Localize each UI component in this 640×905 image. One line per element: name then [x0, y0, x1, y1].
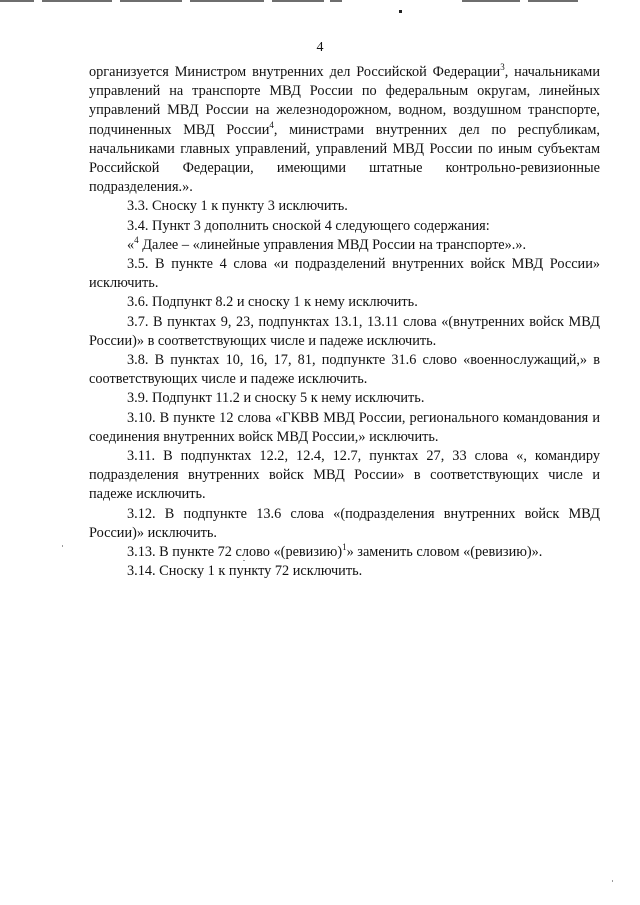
document-body — [89, 63, 600, 581]
paragraph-3-13 — [89, 543, 600, 562]
footnote-text-line — [89, 236, 600, 255]
quote-open: « — [127, 236, 135, 253]
paragraph-3-12: 3.12. В подпункте 13.6 слова «(подразделения внутренних войск МВД России)» исключить. — [89, 505, 600, 541]
scan-mark — [399, 10, 402, 13]
footnote-marker: 3 — [500, 62, 505, 72]
paragraph-3-11: 3.11. В подпунктах 12.2, 12.4, 12.7, пунктах 27, 33 слова «, командиру подразделения внутренних войск МВД России» в соответствующих числе и падеже исключить. — [89, 448, 600, 503]
paragraph-text: 3.13. В пункте 72 слово «(ревизию) — [127, 544, 343, 561]
paragraph-3-14: 3.14. Сноску 1 к пункту 72 исключить. — [127, 563, 363, 580]
paragraph-3-9: 3.9. Подпункт 11.2 и сноску 5 к нему исключить. — [127, 390, 425, 407]
paragraph-3-6: 3.6. Подпункт 8.2 и сноску 1 к нему исключить. — [127, 294, 418, 311]
paragraph-3-7: 3.7. В пунктах 9, 23, подпунктах 13.1, 13.11 слова «(внутренних войск МВД России)» в соответствующих числе и падеже исключить. — [89, 313, 600, 349]
scan-speck — [62, 545, 63, 547]
footnote-marker: 4 — [269, 119, 274, 130]
footnote-marker: 1 — [342, 542, 347, 553]
paragraph-3-5: 3.5. В пункте 4 слова «и подразделений внутренних войск МВД России» исключить. — [89, 256, 600, 292]
scan-speck — [612, 880, 613, 882]
paragraph-3-8: 3.8. В пунктах 10, 16, 17, 81, подпункте 31.6 слово «военнослужащий,» в соответствующих числе и падеже исключить. — [89, 352, 600, 388]
paragraph-text: организуется Министром внутренних дел Российской Федерации — [89, 64, 501, 80]
scan-speck — [243, 560, 245, 561]
page-number: 4 — [316, 40, 324, 55]
paragraph-text: » заменить словом «(ревизию)». — [346, 544, 543, 561]
footnote-marker: 4 — [134, 234, 139, 245]
paragraph-text: , начальниками управлений на транспорте МВД России по федеральным округам, линейных управлений МВД России на железнодорожном, водном, воздушном транспорте, подчиненных МВД России — [89, 64, 600, 138]
paragraph-3-4: 3.4. Пункт 3 дополнить сноской 4 следующего содержания: — [127, 217, 490, 234]
scan-edge-marks — [0, 0, 640, 3]
paragraph-3-3: 3.3. Сноску 1 к пункту 3 исключить. — [127, 198, 348, 215]
paragraph-3-10: 3.10. В пункте 12 слова «ГКВВ МВД России, регионального командования и соединения внутренних войск МВД России,» исключить. — [89, 409, 600, 445]
paragraph-text: , министрами внутренних дел по республикам, начальниками главных управлений, управлений МВД России по иным субъектам Российской Федерации, имеющими штатные контрольно-ревизионные подразделения.». — [89, 121, 600, 196]
paragraph-text: Далее – «линейные управления МВД России на транспорте».». — [138, 236, 527, 253]
paragraph-continuation — [89, 63, 600, 197]
